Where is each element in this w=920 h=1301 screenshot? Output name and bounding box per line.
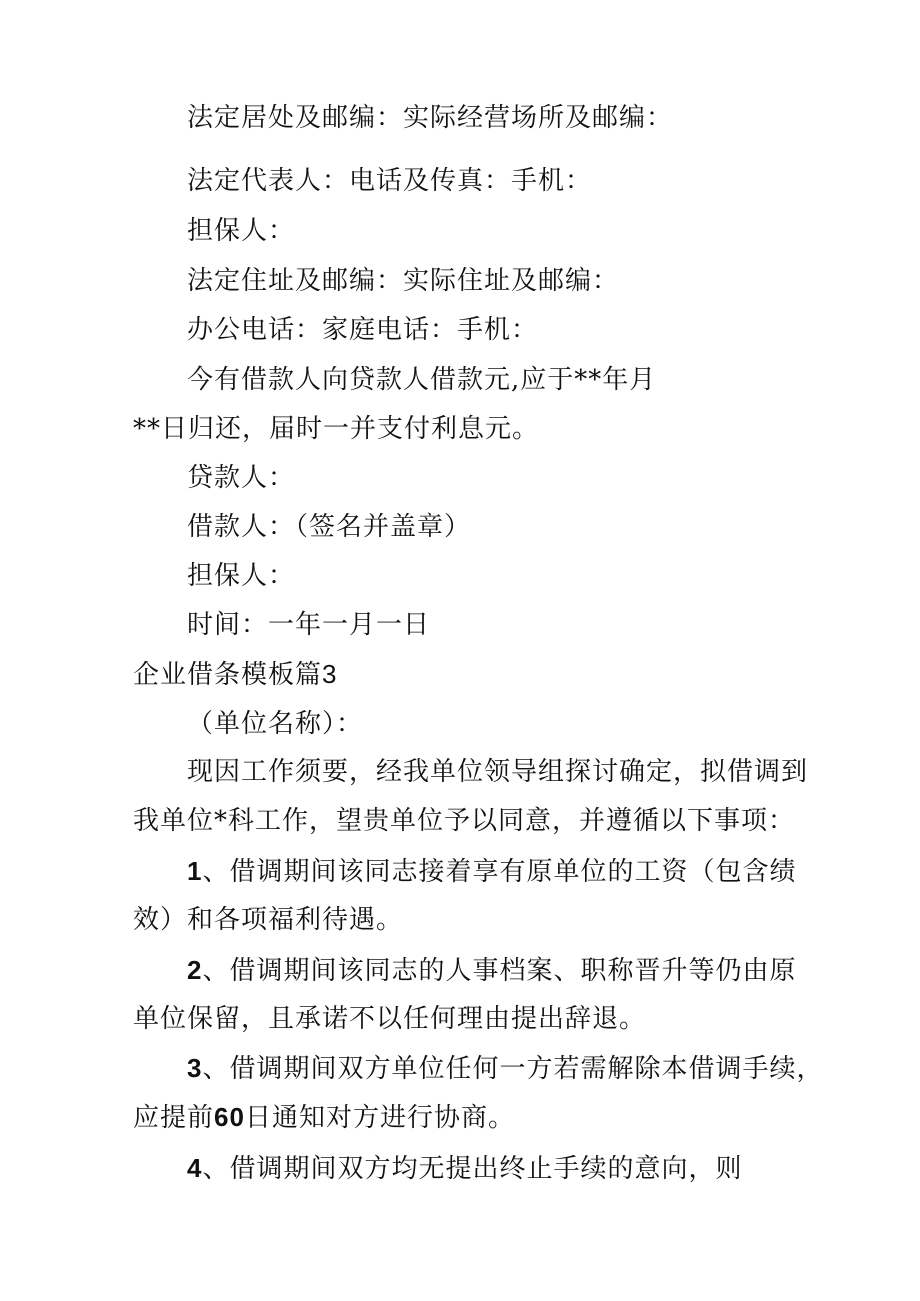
intro-line-continued: 我单位*科工作，望贵单位予以同意，并遵循以下事项： <box>133 806 796 836</box>
guarantor-signature-line: 担保人： <box>187 561 296 591</box>
item-number: 1 <box>187 856 203 886</box>
intro-line: 现因工作须要，经我单位领导组探讨确定，拟借调到 <box>187 757 809 787</box>
item-number: 4 <box>187 1153 203 1183</box>
representative-line: 法定代表人：电话及传真：手机： <box>187 166 593 196</box>
item-text: 日通知对方进行协商。 <box>244 1103 515 1133</box>
item-number: 2 <box>187 955 203 985</box>
residence-line: 法定住址及邮编：实际住址及邮编： <box>187 266 620 296</box>
item-text: 、借调期间双方均无提出终止手续的意向，则 <box>202 1154 743 1184</box>
item-text: 、借调期间该同志接着享有原单位的工资（包含绩 <box>202 857 797 887</box>
section-title: 企业借条模板篇3 <box>133 659 338 689</box>
lender-line: 贷款人： <box>187 463 296 493</box>
borrower-line: 借款人：（签名并盖章） <box>187 512 472 542</box>
item-text: 、借调期间双方单位任何一方若需解除本借调手续， <box>202 1054 824 1084</box>
date-line: 时间：一年一月一日 <box>187 610 431 640</box>
item-3-continued <box>133 1100 515 1135</box>
item-text: 、借调期间该同志的人事档案、职称晋升等仍由原 <box>202 956 797 986</box>
item-number: 3 <box>187 1053 203 1083</box>
phone-line: 办公电话：家庭电话：手机： <box>187 315 539 345</box>
loan-statement-line: 今有借款人向贷款人借款元,应于**年月 <box>187 365 657 395</box>
item-text: 应提前 <box>133 1103 215 1133</box>
item-3 <box>187 1051 823 1086</box>
item-1 <box>187 854 796 889</box>
item-2 <box>187 953 796 988</box>
loan-statement-continued: **日归还，届时一并支付利息元。 <box>133 414 540 444</box>
guarantor-line: 担保人： <box>187 216 296 246</box>
item-days-number: 60 <box>214 1102 245 1132</box>
item-4 <box>187 1151 742 1186</box>
item-1-continued: 效）和各项福利待遇。 <box>133 905 404 935</box>
item-2-continued: 单位保留，且承诺不以任何理由提出辞退。 <box>133 1004 647 1034</box>
addressee-line: （单位名称）： <box>187 708 364 738</box>
address-line: 法定居处及邮编：实际经营场所及邮编： <box>187 103 674 133</box>
